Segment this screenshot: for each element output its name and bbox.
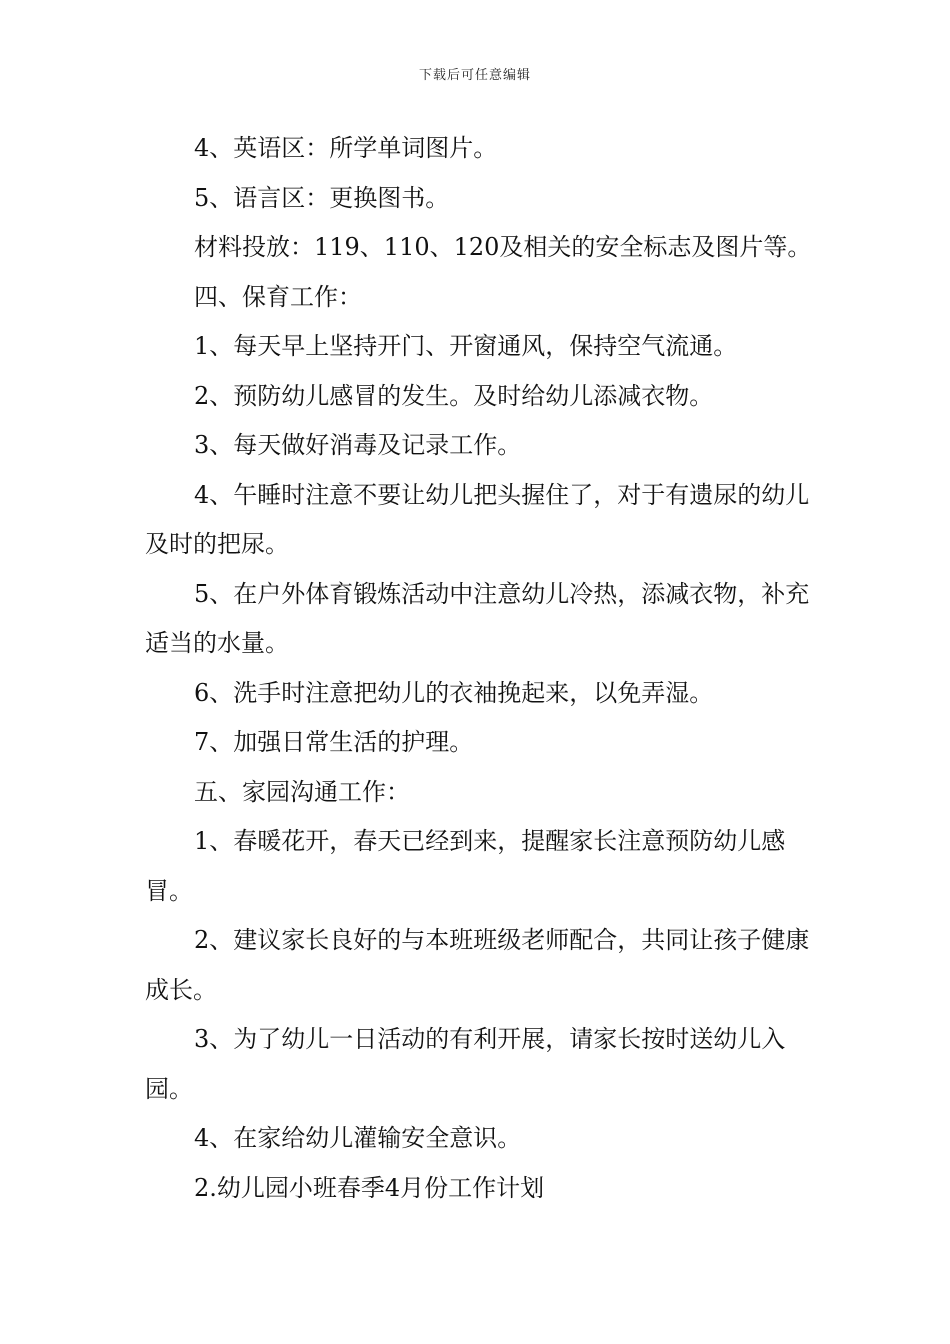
paragraph-home-4: 4、在家给幼儿灌输安全意识。: [194, 1124, 522, 1152]
paragraph-materials: 材料投放：119、110、120及相关的安全标志及图片等。: [194, 233, 812, 261]
section-heading-care-work: 四、保育工作：: [194, 282, 362, 311]
paragraph-home-2: 2、建议家长良好的与本班班级老师配合，共同让孩子健康成长。: [145, 926, 810, 1004]
paragraph-care-5: 5、在户外体育锻炼活动中注意幼儿冷热，添减衣物，补充适当的水量。: [145, 579, 810, 657]
paragraph-home-3: 3、为了幼儿一日活动的有利开展，请家长按时送幼儿入园。: [145, 1025, 786, 1103]
paragraph-care-4: 4、午睡时注意不要让幼儿把头握住了，对于有遗尿的幼儿及时的把尿。: [145, 480, 810, 558]
paragraph-care-1: 1、每天早上坚持开门、开窗通风，保持空气流通。: [194, 332, 738, 360]
paragraph-english-area: 4、英语区：所学单词图片。: [194, 134, 498, 162]
paragraph-care-6: 6、洗手时注意把幼儿的衣袖挽起来，以免弄湿。: [194, 678, 714, 707]
paragraph-care-3: 3、每天做好消毒及记录工作。: [194, 431, 522, 459]
paragraph-care-2: 2、预防幼儿感冒的发生。及时给幼儿添减衣物。: [194, 381, 714, 410]
paragraph-care-7: 7、加强日常生活的护理。: [194, 728, 474, 756]
paragraph-language-area: 5、语言区：更换图书。: [194, 183, 450, 212]
paragraph-home-1: 1、春暖花开，春天已经到来，提醒家长注意预防幼儿感冒。: [145, 827, 786, 905]
section-heading-home-communication: 五、家园沟通工作：: [194, 777, 410, 806]
document-body: [145, 124, 810, 1213]
page-header: 下载后可任意编辑: [418, 68, 531, 83]
section-title-april-plan: 2.幼儿园小班春季4月份工作计划: [194, 1173, 545, 1202]
